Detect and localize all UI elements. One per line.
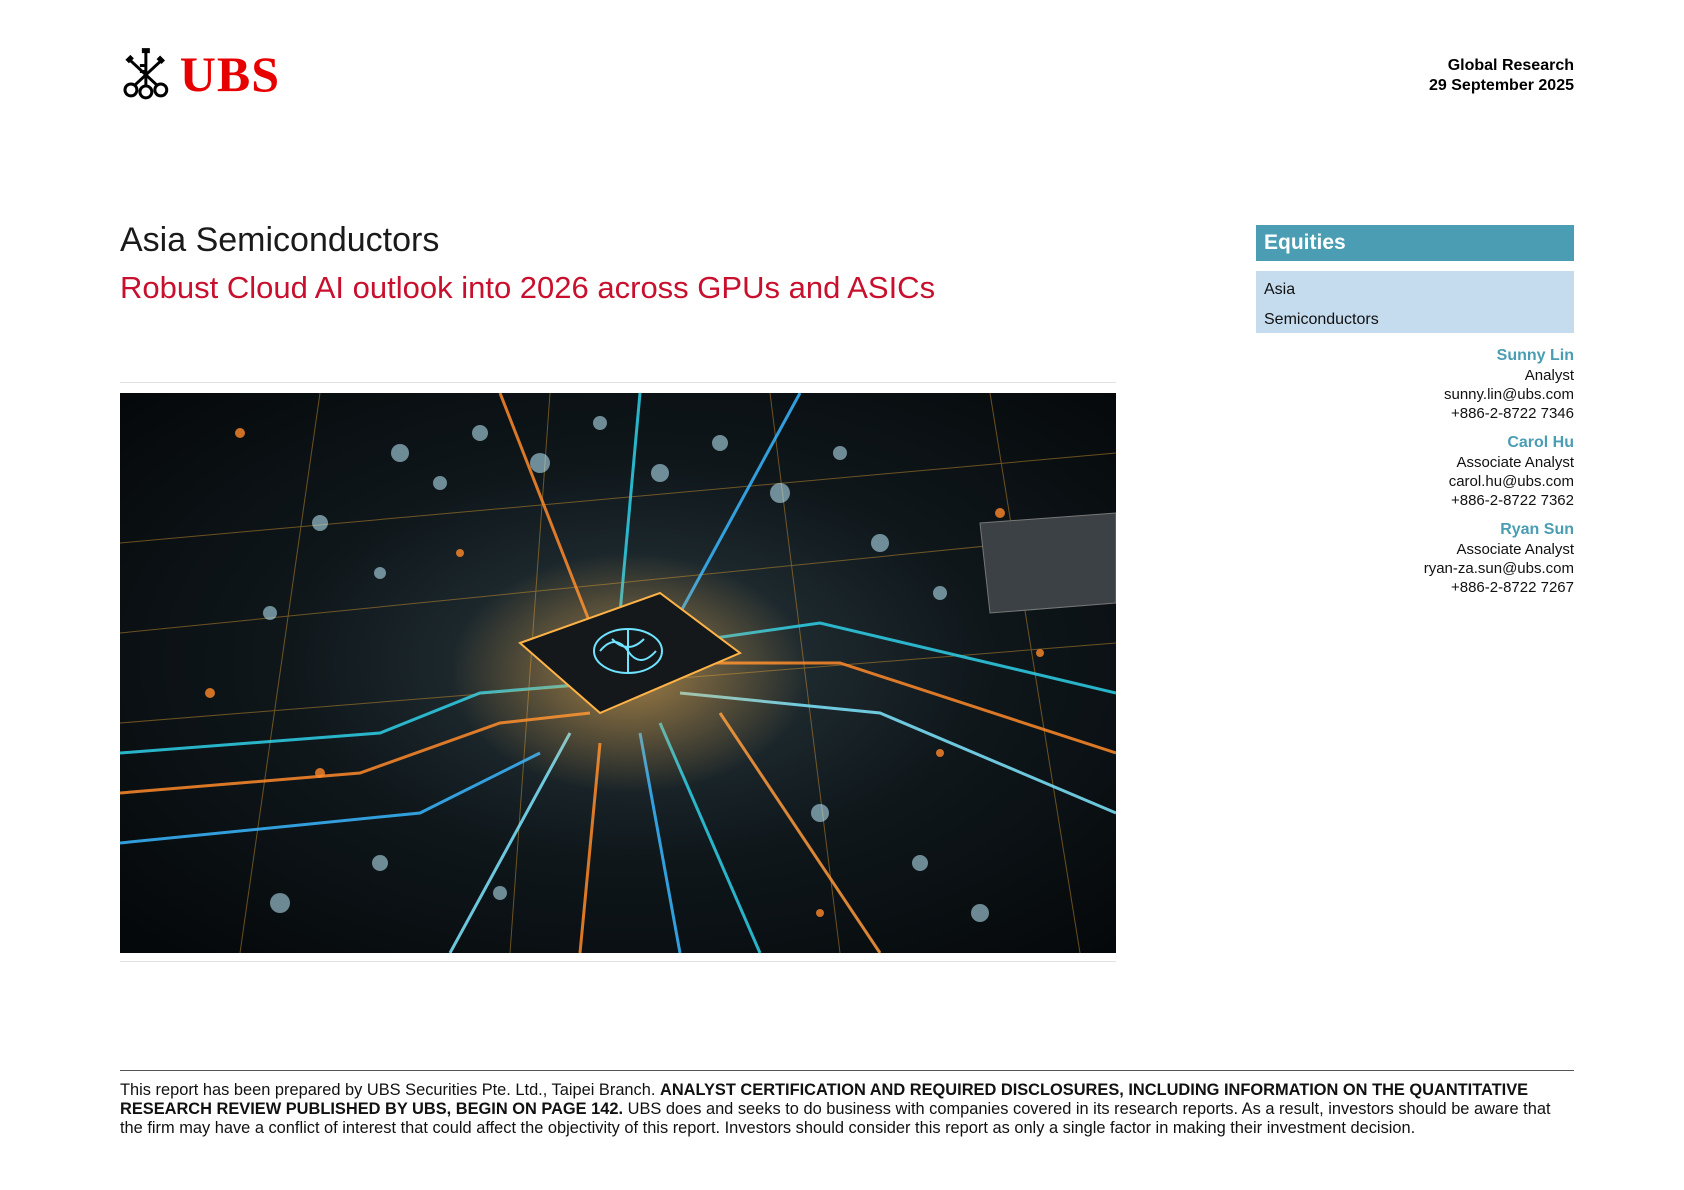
sector-tags [1256, 271, 1574, 333]
analyst-role: Associate Analyst [1456, 454, 1574, 471]
header-info [1429, 56, 1574, 96]
analyst-email[interactable]: carol.hu@ubs.com [1448, 473, 1574, 490]
ubs-logo [120, 46, 280, 102]
category-header: Equities [1256, 225, 1574, 261]
analyst-email[interactable]: sunny.lin@ubs.com [1443, 386, 1574, 403]
disclaimer-intro: This report has been prepared by UBS Securities Pte. Ltd., Taipei Branch. [120, 1081, 660, 1099]
analyst-phone: +886-2-8722 7362 [1450, 492, 1574, 509]
report-date: 29 September 2025 [1429, 77, 1574, 94]
report-subtitle: Robust Cloud AI outlook into 2026 across GPUs and ASICs [120, 270, 936, 305]
hero-image-frame [120, 382, 1116, 962]
disclaimer-bold: ANALYST CERTIFICATION AND REQUIRED DISCLOSURES, INCLUDING INFORMATION ON THE QUANTITATIVE RESEARCH REVIEW PUBLISHED BY UBS, BEGIN ON PAGE 142. [120, 1081, 1529, 1118]
analyst-card [1274, 346, 1574, 423]
disclaimer-divider [120, 1070, 1574, 1071]
analyst-email[interactable]: ryan-za.sun@ubs.com [1423, 560, 1574, 577]
analyst-role: Associate Analyst [1456, 541, 1574, 558]
analyst-name: Carol Hu [1507, 434, 1574, 451]
disclaimer-body: UBS does and seeks to do business with companies covered in its research reports. As a result, investors should be aware that the firm may have a conflict of interest that could affect the objectivity of this report. Investors should consider this report as only a single factor in making their investment decision. [120, 1100, 1551, 1137]
tag-sector: Semiconductors [1264, 311, 1379, 328]
keys-icon [120, 46, 172, 102]
analyst-card [1274, 433, 1574, 510]
analyst-name: Ryan Sun [1500, 521, 1574, 538]
brand-name: UBS [179, 46, 280, 102]
analyst-list [1274, 346, 1574, 607]
report-title: Asia Semiconductors [120, 221, 440, 259]
analyst-phone: +886-2-8722 7267 [1450, 579, 1574, 596]
circuit-board-image [120, 393, 1116, 953]
disclaimer-text [120, 1081, 1574, 1138]
research-label: Global Research [1447, 57, 1574, 74]
tag-region: Asia [1264, 281, 1296, 298]
analyst-phone: +886-2-8722 7346 [1450, 405, 1574, 422]
analyst-name: Sunny Lin [1496, 347, 1574, 364]
analyst-card [1274, 520, 1574, 597]
analyst-role: Analyst [1524, 367, 1574, 384]
